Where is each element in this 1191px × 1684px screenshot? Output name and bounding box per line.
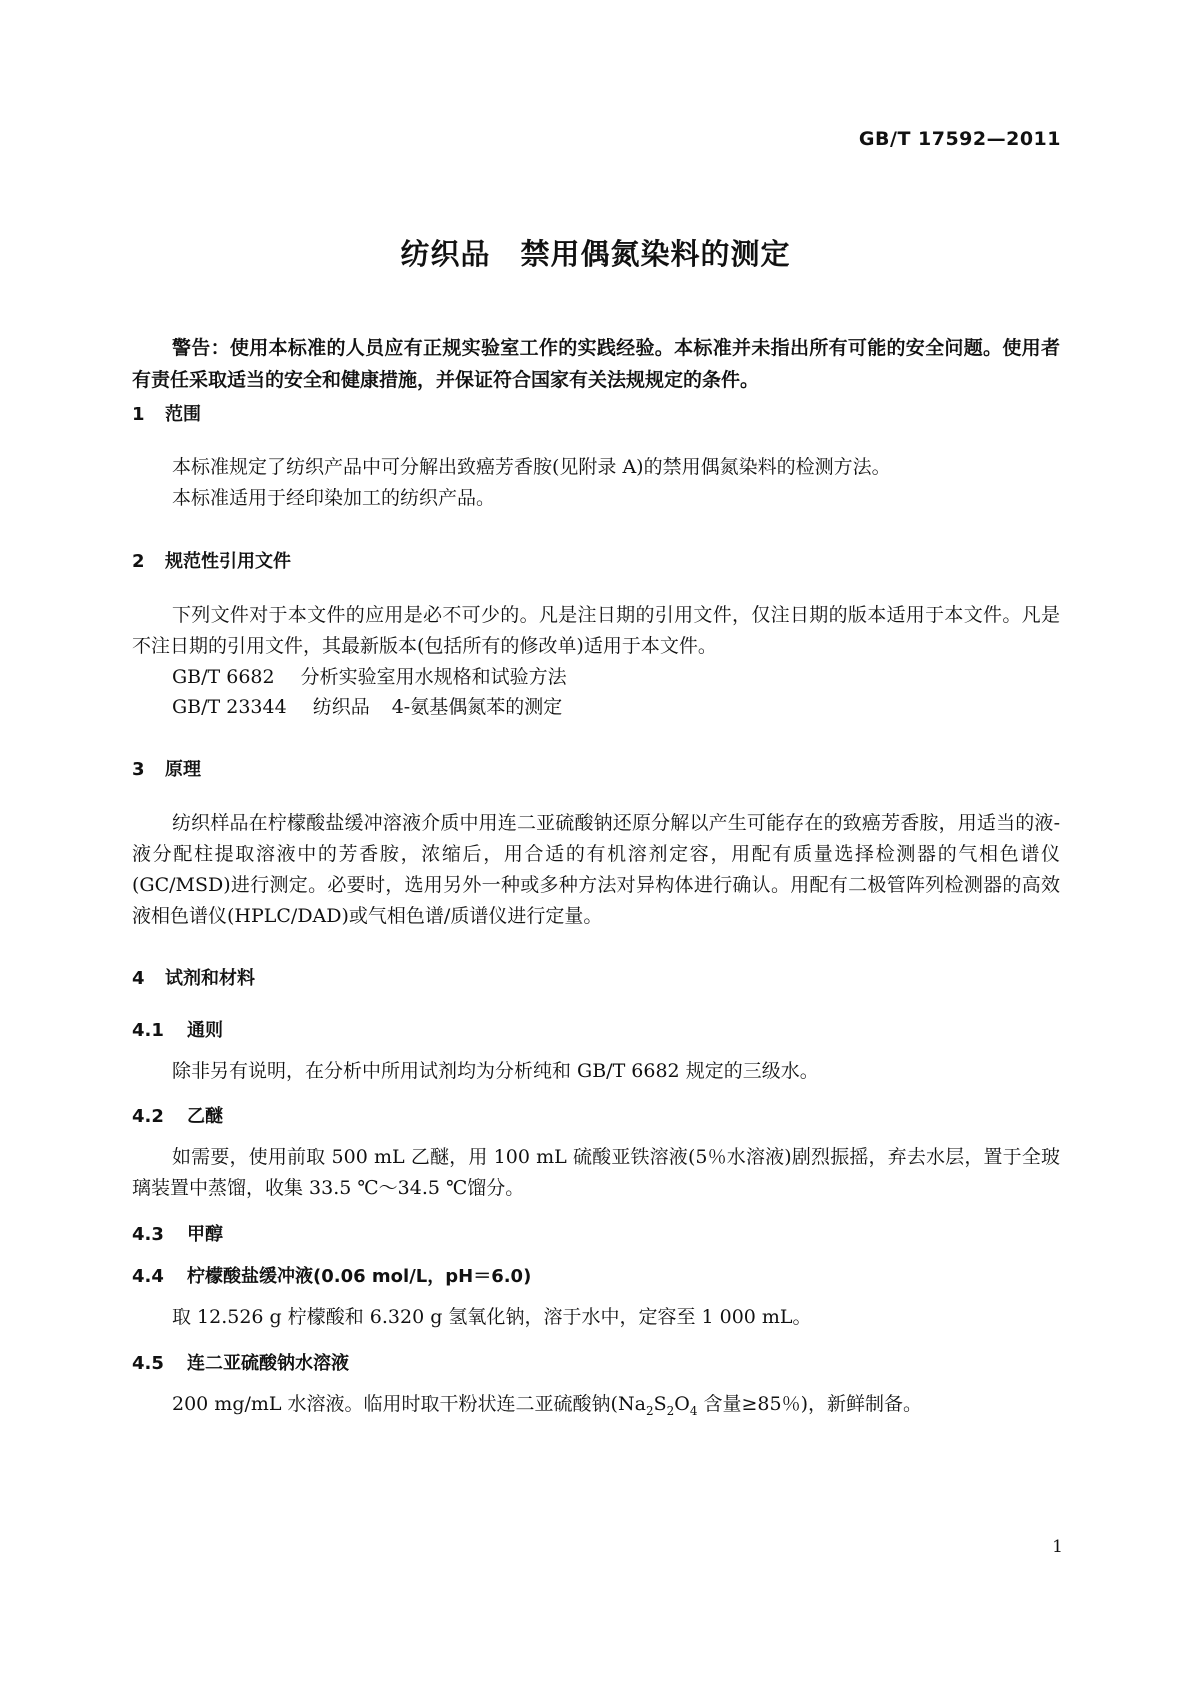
subsection-4-3-heading — [132, 1220, 223, 1246]
subsection-4-1-heading — [132, 1016, 223, 1042]
section-title: 范围 — [165, 404, 201, 425]
subsection-4-1-paragraph: 除非另有说明，在分析中所用试剂均为分析纯和 GB/T 6682 规定的三级水。 — [172, 1060, 819, 1082]
subsection-number: 4.2 — [132, 1106, 164, 1127]
subscript-4: 4 — [689, 1403, 698, 1418]
standard-number: GB/T 17592—2011 — [858, 128, 1061, 150]
subsection-number: 4.5 — [132, 1353, 164, 1374]
section-2-heading — [132, 547, 291, 573]
subsection-title: 通则 — [187, 1020, 223, 1041]
page-number: 1 — [1052, 1537, 1063, 1557]
subsection-4-4-paragraph: 取 12.526 g 柠檬酸和 6.320 g 氢氧化钠，溶于水中，定容至 1 000 mL。 — [172, 1306, 812, 1328]
section-number: 1 — [132, 404, 145, 425]
section-3-paragraph: 纺织样品在柠檬酸盐缓冲溶液介质中用连二亚硫酸钠还原分解以产生可能存在的致癌芳香胺，用适当的液-液分配柱提取溶液中的芳香胺，浓缩后，用合适的有机溶剂定容，用配有质量选择检测器的气相色谱仪(GC/MSD)进行测定。必要时，选用另外一种或多种方法对异构体进行确认。用配有二极管阵列检测器的高效液相色谱仪(HPLC/DAD)或气相色谱/质谱仪进行定量。 — [132, 812, 1060, 927]
reference-code: GB/T 6682 — [172, 666, 275, 688]
subsection-title: 甲醇 — [187, 1224, 223, 1245]
paragraph-text-after: 含量≥85％)，新鲜制备。 — [697, 1393, 923, 1415]
subsection-4-2-paragraph: 如需要，使用前取 500 mL 乙醚，用 100 mL 硫酸亚铁溶液(5％水溶液)剧烈振摇，弃去水层，置于全玻璃装置中蒸馏，收集 33.5 ℃～34.5 ℃馏分。 — [132, 1146, 1060, 1199]
document-title — [0, 232, 1191, 273]
reference-title-b: 4-氨基偶氮苯的测定 — [391, 696, 563, 718]
reference-code: GB/T 23344 — [172, 696, 287, 718]
paragraph-text-before: 200 mg/mL 水溶液。临用时取干粉状连二亚硫酸钠(Na — [172, 1393, 646, 1415]
title-part-1: 纺织品 — [400, 237, 491, 271]
section-1-heading — [132, 400, 201, 426]
subsection-4-5-heading — [132, 1349, 349, 1375]
formula-s: S — [653, 1393, 667, 1415]
subsection-title: 乙醚 — [187, 1106, 223, 1127]
section-number: 4 — [132, 968, 145, 989]
normative-reference-2 — [172, 692, 562, 723]
safety-warning: 警告：使用本标准的人员应有正规实验室工作的实践经验。本标准并未指出所有可能的安全问题。使用者有责任采取适当的安全和健康措施，并保证符合国家有关法规规定的条件。 — [132, 337, 1060, 391]
section-3-heading — [132, 755, 201, 781]
section-2-paragraph: 下列文件对于本文件的应用是必不可少的。凡是注日期的引用文件，仅注日期的版本适用于本文件。凡是不注日期的引用文件，其最新版本(包括所有的修改单)适用于本文件。 — [132, 604, 1060, 657]
section-title: 原理 — [165, 759, 201, 780]
subscript-2b: 2 — [666, 1403, 675, 1418]
subsection-number: 4.4 — [132, 1266, 164, 1287]
subsection-4-2-heading — [132, 1102, 223, 1128]
subsection-number: 4.1 — [132, 1020, 164, 1041]
subscript-2a: 2 — [645, 1403, 654, 1418]
section-1-paragraph-1: 本标准规定了纺织产品中可分解出致癌芳香胺(见附录 A)的禁用偶氮染料的检测方法。 — [172, 456, 891, 478]
section-number: 2 — [132, 551, 145, 572]
section-4-heading — [132, 964, 255, 990]
reference-title: 分析实验室用水规格和试验方法 — [300, 666, 567, 688]
section-number: 3 — [132, 759, 145, 780]
subsection-title: 柠檬酸盐缓冲液(0.06 mol/L，pH＝6.0) — [187, 1266, 532, 1287]
subsection-4-4-heading — [132, 1262, 531, 1288]
formula-o: O — [674, 1393, 690, 1415]
reference-title-a: 纺织品 — [312, 696, 370, 718]
title-part-2: 禁用偶氮染料的测定 — [520, 237, 791, 271]
subsection-number: 4.3 — [132, 1224, 164, 1245]
section-1-paragraph-2: 本标准适用于经印染加工的纺织产品。 — [172, 487, 496, 509]
section-title: 规范性引用文件 — [165, 551, 291, 572]
normative-reference-1 — [172, 662, 567, 693]
subsection-4-5-paragraph — [172, 1389, 922, 1427]
subsection-title: 连二亚硫酸钠水溶液 — [187, 1353, 349, 1374]
section-title: 试剂和材料 — [165, 968, 255, 989]
